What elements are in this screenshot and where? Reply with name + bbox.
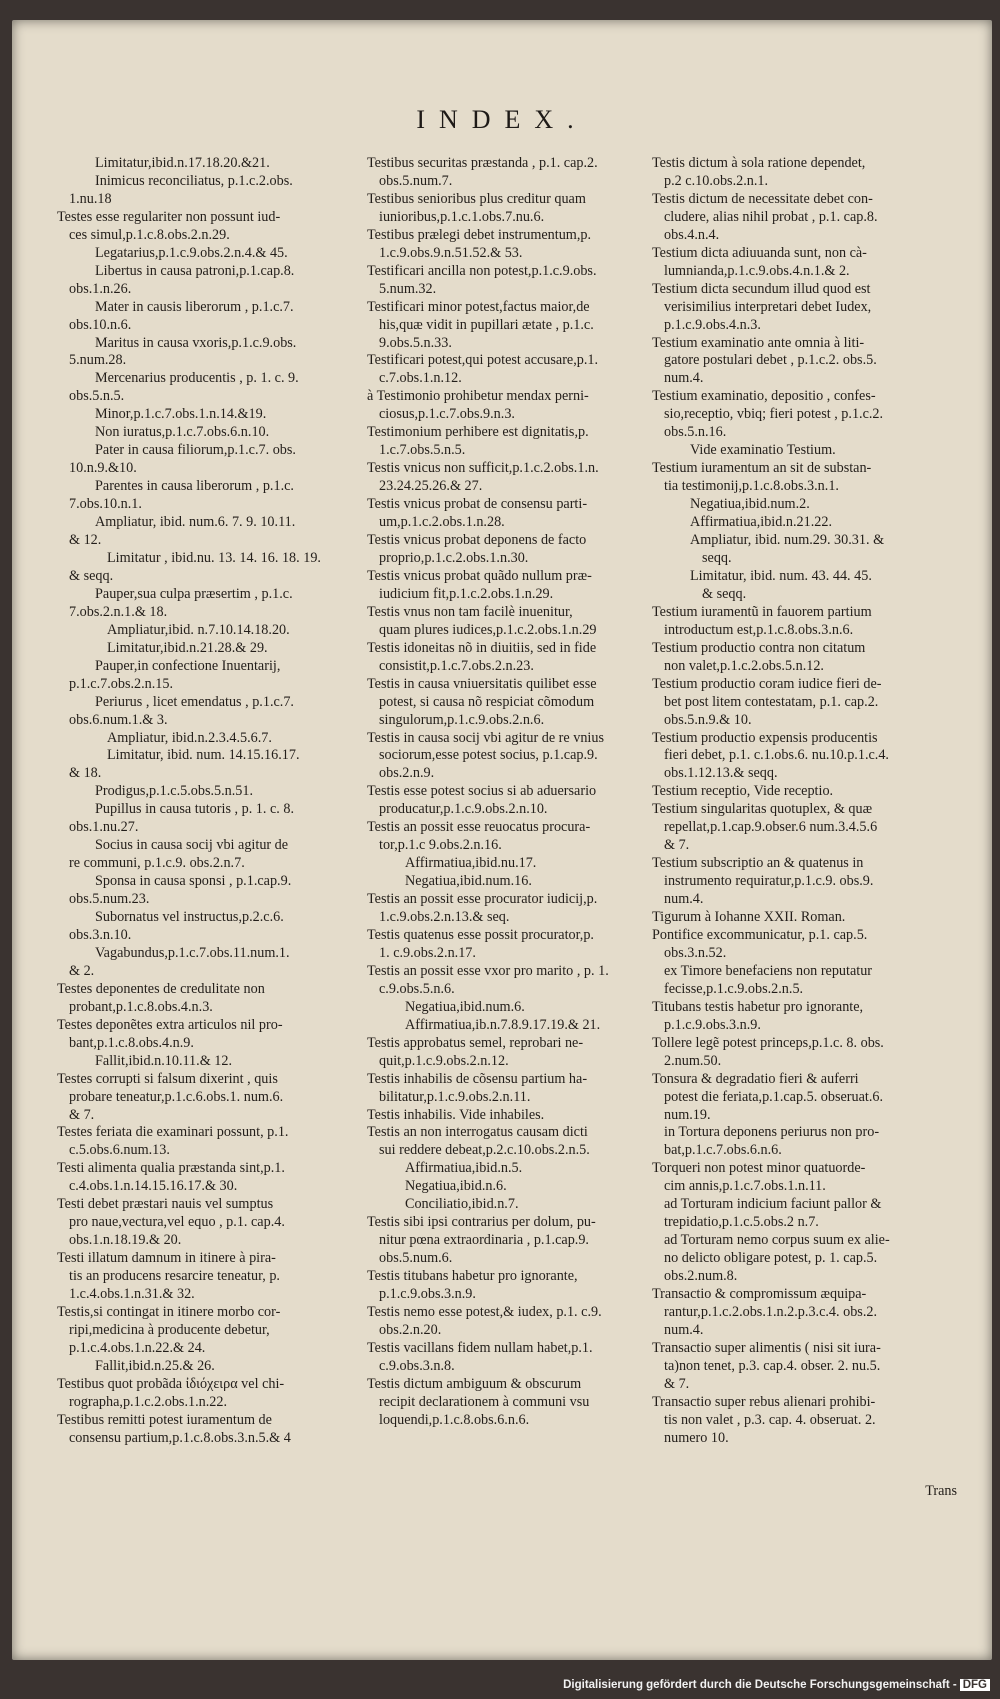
credit-text: Digitalisierung gefördert durch die Deutsche Forschungsgemeinschaft - bbox=[563, 1679, 957, 1691]
index-line: sociorum,esse potest socius, p.1.cap.9. bbox=[379, 747, 598, 764]
index-line: quam plures iudices,p.1.c.2.obs.1.n.29 bbox=[379, 621, 597, 638]
index-line: p.2 c.10.obs.2.n.1. bbox=[664, 172, 769, 189]
index-line: c.9.obs.5.n.6. bbox=[379, 980, 455, 997]
index-line: Inimicus reconciliatus, p.1.c.2.obs. bbox=[95, 172, 293, 189]
index-line: Vide examinatio Testium. bbox=[690, 442, 836, 459]
index-line: potest, si causa nõ respiciat cõmodum bbox=[379, 693, 595, 710]
index-line: Ampliatur, ibid. num.6. 7. 9. 10.11. bbox=[95, 514, 296, 531]
index-line: ta)non tenet, p.3. cap.4. obser. 2. nu.5. bbox=[664, 1357, 881, 1374]
index-line: Sponsa in causa sponsi , p.1.cap.9. bbox=[95, 873, 292, 890]
dfg-logo: DFG bbox=[960, 1679, 990, 1691]
index-line: ex Timore benefaciens non reputatur bbox=[664, 962, 873, 979]
index-line: Testes deponẽtes extra articulos nil pro- bbox=[57, 1016, 283, 1033]
index-line: Ampliatur, ibid. num.29. 30.31. & bbox=[690, 532, 885, 549]
index-line: Testium examinatio, depositio , confes- bbox=[652, 388, 876, 405]
index-line: Testis dictum à sola ratione dependet, bbox=[652, 155, 866, 171]
index-line: singulorum,p.1.c.9.obs.2.n.6. bbox=[379, 711, 545, 728]
index-line: obs.1.n.18.19.& 20. bbox=[69, 1232, 182, 1249]
index-line: Pater in causa filiorum,p.1.c.7. obs. bbox=[95, 442, 296, 459]
index-line: 1.nu.18 bbox=[69, 190, 112, 207]
index-line: Testis sibi ipsi contrarius per dolum, pu- bbox=[367, 1214, 596, 1231]
index-line: in Tortura deponens periurus non pro- bbox=[664, 1124, 880, 1141]
index-line: quit,p.1.c.9.obs.2.n.12. bbox=[379, 1052, 509, 1069]
index-line: Subornatus vel instructus,p.2.c.6. bbox=[95, 909, 284, 926]
index-line: Torqueri non potest minor quatuorde- bbox=[652, 1160, 866, 1177]
index-line: obs.5.num.6. bbox=[379, 1250, 453, 1267]
index-line: c.4.obs.1.n.14.15.16.17.& 30. bbox=[69, 1178, 238, 1195]
index-line: Transactio super rebus alienari prohibi- bbox=[652, 1393, 876, 1410]
index-line: proprio,p.1.c.2.obs.1.n.30. bbox=[379, 549, 529, 566]
index-line: 5.num.28. bbox=[69, 352, 127, 369]
index-line: obs.5.n.16. bbox=[664, 424, 727, 441]
index-line: Testis approbatus semel, reprobari ne- bbox=[367, 1034, 584, 1051]
index-line: Testi illatum damnum in itinere à pira- bbox=[57, 1250, 276, 1267]
index-line: lumnianda,p.1.c.9.obs.4.n.1.& 2. bbox=[664, 262, 850, 279]
index-line: Pontifice excommunicatur, p.1. cap.5. bbox=[652, 926, 868, 943]
index-line: obs.1.n.26. bbox=[69, 280, 132, 297]
index-line: Testium subscriptio an & quatenus in bbox=[652, 855, 864, 872]
index-line: 9.obs.5.n.33. bbox=[379, 334, 452, 351]
index-line: Testium dicta secundum illud quod est bbox=[652, 280, 871, 297]
index-line: consistit,p.1.c.7.obs.2.n.23. bbox=[379, 657, 534, 674]
index-line: num.19. bbox=[664, 1106, 711, 1123]
index-line: introductum est,p.1.c.8.obs.3.n.6. bbox=[664, 621, 854, 638]
index-line: seqq. bbox=[702, 549, 732, 566]
index-line: Mercenarius producentis , p. 1. c. 9. bbox=[95, 370, 299, 387]
index-line: 2.num.50. bbox=[664, 1052, 722, 1069]
index-line: Testium iuramentũ in fauorem partium bbox=[652, 603, 872, 620]
index-line: repellat,p.1.cap.9.obser.6 num.3.4.5.6 bbox=[664, 819, 878, 836]
index-line: probant,p.1.c.8.obs.4.n.3. bbox=[69, 998, 213, 1015]
index-line: obs.6.num.1.& 3. bbox=[69, 711, 168, 728]
index-line: pro naue,vectura,vel equo , p.1. cap.4. bbox=[69, 1214, 285, 1231]
index-line: Non iuratus,p.1.c.7.obs.6.n.10. bbox=[95, 424, 270, 441]
index-line: Testis idoneitas nõ in diuitiis, sed in fide bbox=[367, 639, 597, 656]
index-line: Pauper,sua culpa præsertim , p.1.c. bbox=[95, 585, 293, 602]
index-line: 5.num.32. bbox=[379, 280, 437, 297]
index-line: Titubans testis habetur pro ignorante, bbox=[652, 998, 864, 1015]
index-line: obs.5.num.23. bbox=[69, 891, 150, 908]
index-line: Transactio & compromissum æquipa- bbox=[652, 1286, 867, 1303]
index-line: cludere, alias nihil probat , p.1. cap.8. bbox=[664, 208, 878, 225]
index-line: ripi,medicina à producente debetur, bbox=[69, 1321, 270, 1338]
index-line: Testis,si contingat in itinere morbo cor- bbox=[57, 1304, 281, 1320]
index-line: probare teneatur,p.1.c.6.obs.1. num.6. bbox=[69, 1088, 284, 1105]
index-line: ces simul,p.1.c.8.obs.2.n.29. bbox=[69, 226, 230, 243]
index-line: Testis nemo esse potest,& iudex, p.1. c.9. bbox=[367, 1304, 602, 1320]
index-line: bant,p.1.c.8.obs.4.n.9. bbox=[69, 1034, 194, 1051]
index-line: à Testimonio prohibetur mendax perni- bbox=[367, 388, 589, 405]
index-line: Testis vacillans fidem nullam habet,p.1. bbox=[367, 1339, 593, 1356]
index-line: Tollere legẽ potest princeps,p.1.c. 8. obs. bbox=[652, 1034, 884, 1051]
index-line: Affirmatiua,ib.n.7.8.9.17.19.& 21. bbox=[405, 1016, 601, 1033]
index-line: Testis in causa vniuersitatis quilibet esse bbox=[367, 675, 597, 692]
index-line: Testis an possit esse reuocatus procura- bbox=[367, 819, 591, 836]
index-line: sio,receptio, vbiq; fieri potest , p.1.c.2. bbox=[664, 406, 884, 423]
index-line: bet post litem contestatam, p.1. cap.2. bbox=[664, 693, 879, 710]
index-line: p.1.c.9.obs.3.n.9. bbox=[664, 1016, 761, 1033]
index-line: p.1.c.9.obs.4.n.3. bbox=[664, 316, 761, 333]
index-line: Transactio super alimentis ( nisi sit iura- bbox=[652, 1339, 881, 1356]
index-line: Testium singularitas quotuplex, & quæ bbox=[652, 801, 873, 818]
index-line: p.1.c.4.obs.1.n.22.& 24. bbox=[69, 1339, 206, 1356]
index-line: Testi alimenta qualia præstanda sint,p.1. bbox=[57, 1160, 285, 1177]
index-line: Fallit,ibid.n.10.11.& 12. bbox=[95, 1052, 233, 1069]
catchword: Trans bbox=[925, 1483, 957, 1499]
index-line: Mater in causis liberorum , p.1.c.7. bbox=[95, 298, 294, 315]
index-line: 7.obs.2.n.1.& 18. bbox=[69, 603, 168, 620]
index-line: Testimonium perhibere est dignitatis,p. bbox=[367, 424, 589, 441]
index-line: Testificari ancilla non potest,p.1.c.9.obs. bbox=[367, 262, 597, 279]
index-line: ciosus,p.1.c.7.obs.9.n.3. bbox=[379, 406, 515, 423]
index-line: obs.4.n.4. bbox=[664, 226, 720, 243]
index-line: 7.obs.10.n.1. bbox=[69, 496, 142, 513]
index-line: Affirmatiua,ibid.n.5. bbox=[405, 1160, 523, 1177]
index-line: Affirmatiua,ibid.n.21.22. bbox=[690, 514, 832, 531]
page-header: INDEX. bbox=[416, 105, 588, 134]
index-line: c.9.obs.3.n.8. bbox=[379, 1357, 455, 1374]
index-line: his,quæ vidit in pupillari ætate , p.1.c. bbox=[379, 316, 594, 333]
index-line: Maritus in causa vxoris,p.1.c.9.obs. bbox=[95, 334, 297, 351]
index-line: obs.2.n.20. bbox=[379, 1321, 442, 1338]
index-line: Limitatur,ibid.n.17.18.20.&21. bbox=[95, 155, 270, 171]
index-line: p.1.c.9.obs.3.n.9. bbox=[379, 1286, 476, 1303]
index-line: Testis in causa socij vbi agitur de re vnius bbox=[367, 729, 604, 746]
index-line: Testibus securitas præstanda , p.1. cap.2. bbox=[367, 155, 598, 171]
index-line: no delicto obligare potest, p. 1. cap.5. bbox=[664, 1250, 878, 1267]
index-line: Testis dictum de necessitate debet con- bbox=[652, 190, 873, 207]
index-line: rographa,p.1.c.2.obs.1.n.22. bbox=[69, 1393, 228, 1410]
index-line: Negatiua,ibid.num.6. bbox=[405, 998, 525, 1015]
index-line: & 18. bbox=[69, 765, 102, 782]
index-line: Socius in causa socij vbi agitur de bbox=[95, 837, 289, 854]
index-line: obs.1.12.13.& seqq. bbox=[664, 765, 778, 782]
index-line: Tigurum à Iohanne XXII. Roman. bbox=[652, 909, 846, 926]
index-line: obs.1.nu.27. bbox=[69, 819, 139, 836]
index-line: 1. c.9.obs.2.n.17. bbox=[379, 944, 476, 961]
index-line: Pupillus in causa tutoris , p. 1. c. 8. bbox=[95, 801, 295, 818]
index-line: num.4. bbox=[664, 1321, 704, 1338]
index-line: obs.2.n.9. bbox=[379, 765, 435, 782]
index-column-2 bbox=[367, 155, 647, 1430]
index-line: Tonsura & degradatio fieri & auferri bbox=[652, 1070, 859, 1087]
index-line: tia testimonij,p.1.c.8.obs.3.n.1. bbox=[664, 478, 839, 495]
index-line: ad Torturam indicium faciunt pallor & bbox=[664, 1196, 882, 1213]
digitization-credit bbox=[563, 1679, 990, 1691]
index-line: Testium productio coram iudice fieri de- bbox=[652, 675, 882, 692]
index-line: tis non valet , p.3. cap. 4. obseruat. 2. bbox=[664, 1411, 876, 1428]
index-line: Testis inhabilis de cõsensu partium ha- bbox=[367, 1070, 588, 1087]
index-line: Libertus in causa patroni,p.1.cap.8. bbox=[95, 262, 295, 279]
index-line: bat,p.1.c.7.obs.6.n.6. bbox=[664, 1142, 782, 1159]
index-line: Testis titubans habetur pro ignorante, bbox=[367, 1268, 578, 1285]
index-line: Limitatur, ibid. num. 43. 44. 45. bbox=[690, 567, 872, 584]
index-line: Testis vnicus probat quãdo nullum præ- bbox=[367, 567, 592, 584]
index-line: tis an producens resarcire teneatur, p. bbox=[69, 1268, 280, 1285]
index-line: Testium productio contra non citatum bbox=[652, 639, 866, 656]
index-line: & 7. bbox=[664, 1375, 690, 1392]
index-line: Testi debet præstari nauis vel sumptus bbox=[57, 1196, 274, 1213]
index-line: Affirmatiua,ibid.nu.17. bbox=[405, 855, 537, 872]
index-line: 1.c.4.obs.1.n.31.& 32. bbox=[69, 1286, 195, 1303]
index-line: p.1.c.7.obs.2.n.15. bbox=[69, 675, 174, 692]
index-line: Ampliatur, ibid.n.2.3.4.5.6.7. bbox=[107, 729, 272, 746]
index-line: Testium receptio, Vide receptio. bbox=[652, 783, 834, 800]
index-line: producatur,p.1.c.9.obs.2.n.10. bbox=[379, 801, 548, 818]
index-line: Minor,p.1.c.7.obs.1.n.14.&19. bbox=[95, 406, 267, 423]
index-line: Testis an possit esse vxor pro marito , p. 1. bbox=[367, 962, 609, 979]
index-line: & 7. bbox=[664, 837, 690, 854]
index-line: Prodigus,p.1.c.5.obs.5.n.51. bbox=[95, 783, 254, 800]
index-line: fieri debet, p.1. c.1.obs.6. nu.10.p.1.c.4. bbox=[664, 747, 889, 764]
index-line: obs.5.n.5. bbox=[69, 388, 125, 405]
index-line: loquendi,p.1.c.8.obs.6.n.6. bbox=[379, 1411, 530, 1428]
index-line: Negatiua,ibid.num.16. bbox=[405, 873, 532, 890]
index-line: Negatiua,ibid.num.2. bbox=[690, 496, 810, 513]
index-line: num.4. bbox=[664, 370, 704, 387]
index-line: re communi, p.1.c.9. obs.2.n.7. bbox=[69, 855, 245, 872]
index-line: verisimilius interpretari debet Iudex, bbox=[664, 298, 872, 315]
index-line: Testibus senioribus plus creditur quam bbox=[367, 190, 586, 207]
index-line: consensu partium,p.1.c.8.obs.3.n.5.& 4 bbox=[69, 1429, 291, 1446]
index-line: Testium iuramentum an sit de substan- bbox=[652, 460, 872, 477]
index-line: trepidatio,p.1.c.5.obs.2 n.7. bbox=[664, 1214, 819, 1231]
index-line: Limitatur , ibid.nu. 13. 14. 16. 18. 19. bbox=[107, 549, 321, 566]
index-line: Testium productio expensis producentis bbox=[652, 729, 878, 746]
index-line: 23.24.25.26.& 27. bbox=[379, 478, 483, 495]
index-line: Testis esse potest socius si ab aduersario bbox=[367, 783, 597, 800]
index-line: & seqq. bbox=[69, 567, 114, 584]
index-line: Testificari minor potest,factus maior,de bbox=[367, 298, 590, 315]
index-line: obs.5.num.7. bbox=[379, 172, 453, 189]
index-line: obs.5.n.9.& 10. bbox=[664, 711, 752, 728]
index-line: nitur pœna extraordinaria , p.1.cap.9. bbox=[379, 1232, 589, 1249]
index-line: Testificari potest,qui potest accusare,p.1. bbox=[367, 352, 599, 369]
index-line: um,p.1.c.2.obs.1.n.28. bbox=[379, 514, 505, 531]
index-line: Limitatur, ibid. num. 14.15.16.17. bbox=[107, 747, 300, 764]
index-column-3 bbox=[652, 155, 982, 1448]
index-line: iunioribus,p.1.c.1.obs.7.nu.6. bbox=[379, 208, 545, 225]
index-line: Testium examinatio ante omnia à liti- bbox=[652, 334, 865, 351]
index-line: Legatarius,p.1.c.9.obs.2.n.4.& 45. bbox=[95, 244, 288, 261]
index-line: iudicium fit,p.1.c.2.obs.1.n.29. bbox=[379, 585, 554, 602]
index-line: & 12. bbox=[69, 532, 102, 549]
index-line: Testes esse regulariter non possunt iud- bbox=[57, 208, 281, 225]
index-column-1 bbox=[57, 155, 357, 1448]
index-line: Vagabundus,p.1.c.7.obs.11.num.1. bbox=[95, 944, 290, 961]
index-line: c.5.obs.6.num.13. bbox=[69, 1142, 170, 1159]
index-line: Fallit,ibid.n.25.& 26. bbox=[95, 1357, 215, 1374]
index-line: obs.3.n.10. bbox=[69, 926, 132, 943]
index-line: Periurus , licet emendatus , p.1.c.7. bbox=[95, 693, 294, 710]
index-line: 1.c.7.obs.5.n.5. bbox=[379, 442, 466, 459]
index-line: Testis an possit esse procurator iudicij,p. bbox=[367, 891, 598, 908]
index-line: Testis quatenus esse possit procurator,p. bbox=[367, 926, 594, 943]
index-line: ad Torturam nemo corpus suum ex alie- bbox=[664, 1232, 890, 1249]
index-line: gatore postulari debet , p.1.c.2. obs.5. bbox=[664, 352, 877, 369]
index-line: Testes feriata die examinari possunt, p.1. bbox=[57, 1124, 289, 1141]
index-line: instrumento requiratur,p.1.c.9. obs.9. bbox=[664, 873, 874, 890]
index-line: Testis dictum ambiguum & obscurum bbox=[367, 1375, 582, 1392]
index-line: Pauper,in confectione Inuentarij, bbox=[95, 657, 281, 674]
index-line: tor,p.1.c 9.obs.2.n.16. bbox=[379, 837, 502, 854]
index-line: cim annis,p.1.c.7.obs.1.n.11. bbox=[664, 1178, 826, 1195]
index-line: Testis vnicus probat deponens de facto bbox=[367, 532, 587, 549]
index-line: recipit declarationem à communi vsu bbox=[379, 1393, 590, 1410]
index-line: c.7.obs.1.n.12. bbox=[379, 370, 462, 387]
index-line: Testium dicta adiuuanda sunt, non cà- bbox=[652, 244, 867, 261]
index-line: Limitatur,ibid.n.21.28.& 29. bbox=[107, 639, 268, 656]
index-line: Testis an non interrogatus causam dicti bbox=[367, 1124, 588, 1141]
index-line: potest die feriata,p.1.cap.5. obseruat.6. bbox=[664, 1088, 884, 1105]
index-line: Parentes in causa liberorum , p.1.c. bbox=[95, 478, 294, 495]
index-line: & seqq. bbox=[702, 585, 747, 602]
index-line: & 2. bbox=[69, 962, 95, 979]
index-line: obs.2.num.8. bbox=[664, 1268, 738, 1285]
index-line: Testis vnicus non sufficit,p.1.c.2.obs.1.n. bbox=[367, 460, 599, 477]
index-line: Testibus quot probãda ἰδιόχειρα vel chi- bbox=[57, 1375, 285, 1392]
index-line: bilitatur,p.1.c.9.obs.2.n.11. bbox=[379, 1088, 531, 1105]
index-line: non valet,p.1.c.2.obs.5.n.12. bbox=[664, 657, 824, 674]
index-line: Testibus prælegi debet instrumentum,p. bbox=[367, 226, 592, 243]
index-line: fecisse,p.1.c.9.obs.2.n.5. bbox=[664, 980, 804, 997]
index-line: Ampliatur,ibid. n.7.10.14.18.20. bbox=[107, 621, 290, 638]
index-line: Testis vnus non tam facilè inuenitur, bbox=[367, 603, 573, 620]
index-line: obs.10.n.6. bbox=[69, 316, 132, 333]
book-page bbox=[12, 20, 992, 1660]
index-line: Testis inhabilis. Vide inhabiles. bbox=[367, 1106, 545, 1123]
index-line: 1.c.9.obs.9.n.51.52.& 53. bbox=[379, 244, 523, 261]
index-line: 10.n.9.&10. bbox=[69, 460, 137, 477]
index-line: & 7. bbox=[69, 1106, 95, 1123]
index-line: Negatiua,ibid.n.6. bbox=[405, 1178, 507, 1195]
index-line: 1.c.9.obs.2.n.13.& seq. bbox=[379, 909, 510, 926]
index-line: num.4. bbox=[664, 891, 704, 908]
index-line: sui reddere debeat,p.2.c.10.obs.2.n.5. bbox=[379, 1142, 590, 1159]
index-line: Testis vnicus probat de consensu parti- bbox=[367, 496, 588, 513]
index-line: Testibus remitti potest iuramentum de bbox=[57, 1411, 272, 1428]
index-line: Testes deponentes de credulitate non bbox=[57, 980, 265, 997]
index-line: numero 10. bbox=[664, 1429, 729, 1446]
index-line: obs.3.n.52. bbox=[664, 944, 727, 961]
index-line: Conciliatio,ibid.n.7. bbox=[405, 1196, 519, 1213]
index-line: Testes corrupti si falsum dixerint , quis bbox=[57, 1070, 278, 1087]
index-line: rantur,p.1.c.2.obs.1.n.2.p.3.c.4. obs.2. bbox=[664, 1304, 878, 1320]
